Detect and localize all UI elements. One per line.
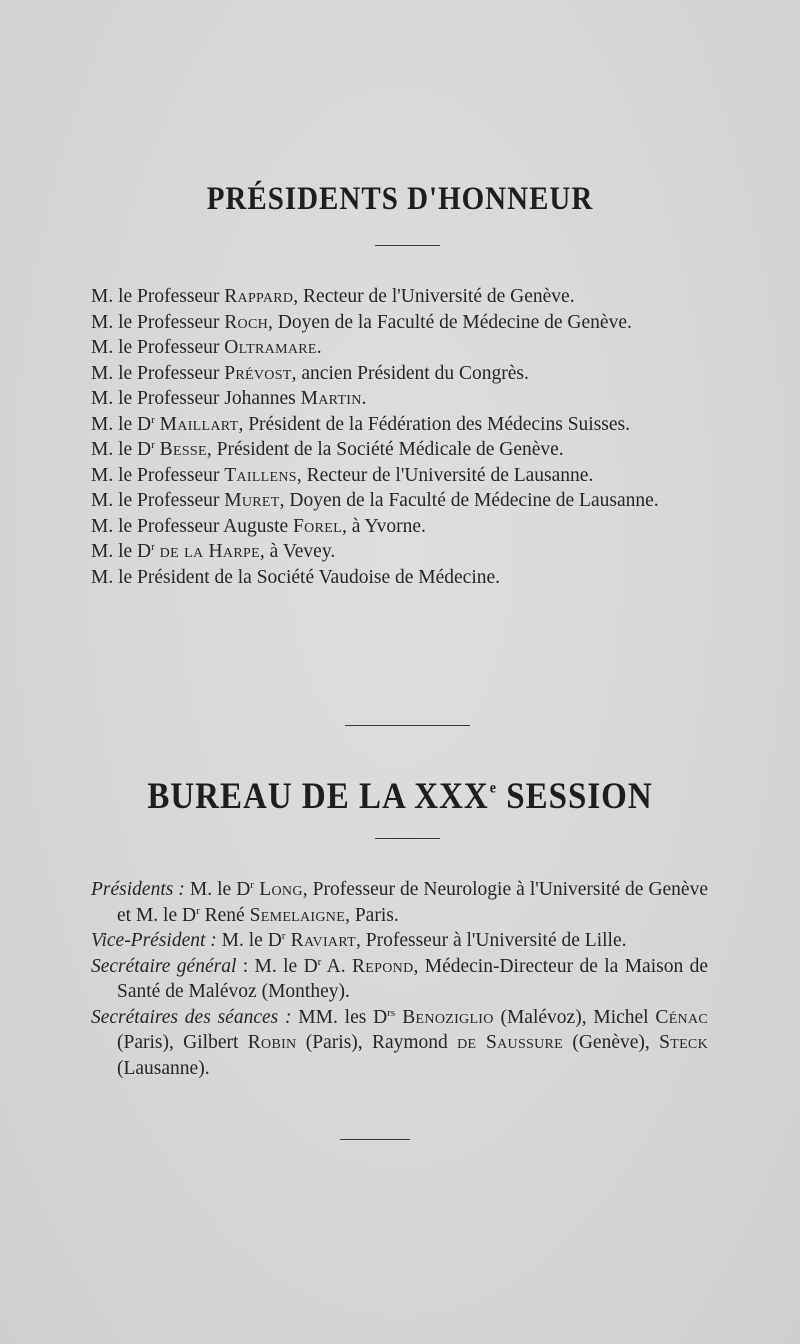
bureau-members (91, 877, 708, 1081)
list-item: M. le Professeur Taillens, Recteur de l'Université de Lausanne. (91, 464, 594, 486)
divider-rule (375, 838, 440, 839)
list-item: M. le Professeur Prévost, ancien Président du Congrès. (91, 362, 529, 384)
presidents-honneur-heading: PRÉSIDENTS D'HONNEUR (206, 181, 594, 217)
section-divider-rule (345, 725, 470, 726)
list-item: M. le Président de la Société Vaudoise de Médecine. (91, 566, 501, 588)
honorary-presidents-list (91, 284, 708, 590)
list-item: M. le Professeur Muret, Doyen de la Faculté de Médecine de Lausanne. (91, 490, 659, 511)
list-item: M. le Professeur Johannes Martin. (91, 388, 367, 409)
list-item: M. le $D^r$ de la Harpe, à Vevey. (91, 541, 336, 562)
list-item: M. le Professeur Auguste Forel, à Yvorne. (91, 515, 426, 537)
list-item: M. le $D^r$ Besse, Président de la Société Médicale de Genève. (91, 439, 564, 460)
bureau-session-heading: BUREAU DE LA XXXe SESSION (147, 776, 653, 818)
end-divider-rule (340, 1139, 410, 1140)
list-item: M. le Professeur Roch, Doyen de la Faculté de Médecine de Genève. (91, 311, 632, 333)
divider-rule (375, 245, 440, 246)
presidents-entry: Présidents : M. le $D^r$ Long, Professeur de Neurologie à l'Université de Genève et M. le $D^r$ René Semelaigne, Paris. (91, 879, 708, 926)
list-item: M. le Professeur Rappard, Recteur de l'Université de Genève. (91, 286, 575, 307)
session-secretaries-entry: Secrétaires des séances : MM. les $D^{rs}$ Benoziglio (Malévoz), Michel Cénac (Paris), Gilbert Robin (Paris), Raymond de Saussure (Genève), Steck (Lausanne). (91, 1006, 709, 1079)
list-item: M. le $D^r$ Maillart, Président de la Fédération des Médecins Suisses. (91, 413, 631, 435)
secretary-general-entry: Secrétaire général : M. le $D^r$ A. Repond, Médecin-Directeur de la Maison de Santé de Malévoz (Monthey). (91, 955, 708, 1002)
list-item: M. le Professeur Oltramare. (91, 337, 322, 358)
vice-president-entry: Vice-Président : M. le $D^r$ Raviart, Professeur à l'Université de Lille. (91, 930, 627, 951)
